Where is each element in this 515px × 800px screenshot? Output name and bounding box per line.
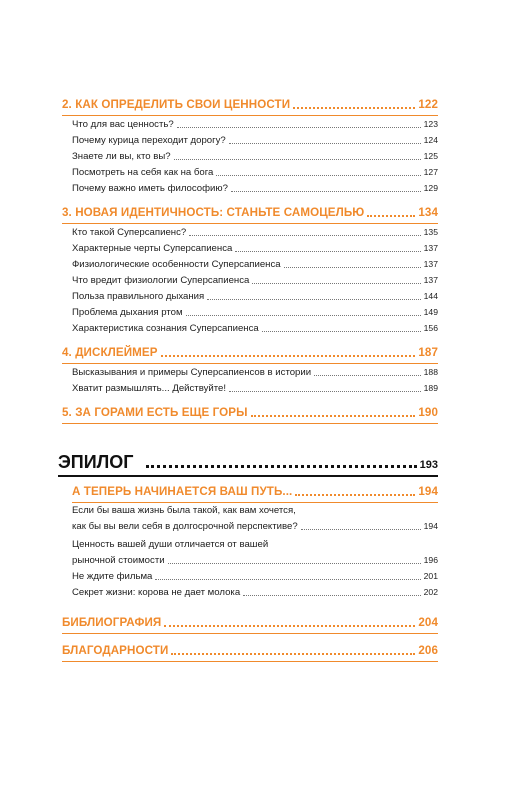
page-number: 194 xyxy=(418,484,438,498)
dot-leader xyxy=(251,415,416,417)
toc-chapter-3 xyxy=(62,204,438,221)
item-title: Не ждите фильма xyxy=(72,570,153,582)
toc-chapter-4 xyxy=(62,344,438,361)
bibliography-title: БИБЛИОГРАФИЯ xyxy=(62,615,162,629)
dot-leader xyxy=(186,315,421,316)
acknowledgements-title: БЛАГОДАРНОСТИ xyxy=(62,643,169,657)
dot-leader xyxy=(207,299,420,300)
section-rule xyxy=(62,633,438,634)
dot-leader xyxy=(262,331,421,332)
dot-leader xyxy=(284,267,421,268)
epilogue-title: ЭПИЛОГ xyxy=(58,452,134,472)
item-title: Почему курица переходит дорогу? xyxy=(72,135,226,146)
section-rule xyxy=(72,502,438,503)
table-of-contents xyxy=(58,96,438,662)
toc-item xyxy=(72,518,438,534)
page-number: 144 xyxy=(423,291,438,301)
item-title: Характеристика сознания Суперсапиенса xyxy=(72,323,259,334)
item-title: как бы вы вели себя в долгосрочной перспективе? xyxy=(72,520,298,532)
toc-item xyxy=(72,504,438,518)
page-number: 190 xyxy=(418,406,438,419)
page-number: 149 xyxy=(423,307,438,317)
page-number: 123 xyxy=(423,119,438,129)
page-number: 127 xyxy=(423,167,438,177)
toc-item xyxy=(72,584,438,600)
page-number: 193 xyxy=(419,459,438,471)
page-number: 137 xyxy=(423,259,438,269)
toc-item xyxy=(72,180,438,196)
item-title: Польза правильного дыхания xyxy=(72,291,205,302)
section-rule xyxy=(62,661,438,662)
page-number: 196 xyxy=(423,554,438,565)
toc-item xyxy=(72,256,438,272)
toc-item xyxy=(72,364,438,380)
page-number: 156 xyxy=(423,323,438,333)
chapter-rule xyxy=(62,423,438,424)
toc-item xyxy=(72,538,438,552)
toc-item xyxy=(72,288,438,304)
toc-bibliography xyxy=(62,614,438,631)
page-number: 187 xyxy=(418,346,438,359)
epilogue-rule xyxy=(58,475,438,477)
toc-item xyxy=(72,552,438,568)
toc-epilogue-section xyxy=(62,483,438,500)
dot-leader xyxy=(243,595,421,596)
toc-item xyxy=(72,240,438,256)
dot-leader xyxy=(252,283,420,284)
page-number: 129 xyxy=(423,183,438,193)
page-number: 137 xyxy=(423,243,438,253)
item-title: Хватит размышлять... Действуйте! xyxy=(72,383,227,394)
toc-item xyxy=(72,164,438,180)
item-title: Почему важно иметь философию? xyxy=(72,183,228,194)
dot-leader xyxy=(295,494,415,496)
dot-leader xyxy=(174,159,421,160)
page-number: 204 xyxy=(418,615,438,629)
toc-item xyxy=(72,132,438,148)
page-number: 202 xyxy=(423,586,438,597)
toc-item xyxy=(72,380,438,396)
item-title: рыночной стоимости xyxy=(72,554,165,566)
toc-item xyxy=(72,272,438,288)
dot-leader xyxy=(231,191,421,192)
chapter-title: 2. КАК ОПРЕДЕЛИТЬ СВОИ ЦЕННОСТИ xyxy=(62,98,291,111)
chapter-title: 3. НОВАЯ ИДЕНТИЧНОСТЬ: СТАНЬТЕ САМОЦЕЛЬЮ xyxy=(62,206,365,219)
dot-leader xyxy=(314,375,421,376)
dot-leader xyxy=(229,391,421,392)
page-number: 189 xyxy=(423,383,438,393)
page-number: 194 xyxy=(423,520,438,531)
dot-leader xyxy=(161,355,416,357)
dot-leader xyxy=(293,107,415,109)
toc-item xyxy=(72,116,438,132)
page-number: 201 xyxy=(423,570,438,581)
item-title: Секрет жизни: корова не дает молока xyxy=(72,586,241,598)
toc-epilogue xyxy=(58,450,438,474)
toc-item xyxy=(72,320,438,336)
dot-leader xyxy=(168,563,421,564)
dot-leader xyxy=(189,235,420,236)
page-number: 206 xyxy=(418,643,438,657)
toc-item xyxy=(72,568,438,584)
dot-leader xyxy=(171,653,415,655)
toc-item xyxy=(72,224,438,240)
chapter-title: 4. ДИСКЛЕЙМЕР xyxy=(62,346,158,359)
page-number: 124 xyxy=(423,135,438,145)
item-title: Ценность вашей души отличается от вашей xyxy=(72,538,269,550)
chapter-title: 5. ЗА ГОРАМИ ЕСТЬ ЕЩЕ ГОРЫ xyxy=(62,406,248,419)
section-title: А ТЕПЕРЬ НАЧИНАЕТСЯ ВАШ ПУТЬ... xyxy=(72,484,293,498)
dot-leader xyxy=(177,127,421,128)
dot-leader xyxy=(216,175,420,176)
item-title: Кто такой Суперсапиенс? xyxy=(72,227,187,238)
item-title: Физиологические особенности Суперсапиенса xyxy=(72,259,281,270)
item-title: Знаете ли вы, кто вы? xyxy=(72,151,171,162)
item-title: Характерные черты Суперсапиенса xyxy=(72,243,233,254)
dot-leader xyxy=(164,625,415,627)
dot-leader xyxy=(146,465,417,468)
page-number: 188 xyxy=(423,367,438,377)
dot-leader xyxy=(155,579,420,580)
page-number: 134 xyxy=(418,206,438,219)
toc-acknowledgements xyxy=(62,642,438,659)
toc-item xyxy=(72,148,438,164)
toc-chapter-2 xyxy=(62,96,438,113)
page-number: 137 xyxy=(423,275,438,285)
item-title: Посмотреть на себя как на бога xyxy=(72,167,214,178)
dot-leader xyxy=(367,215,415,217)
toc-item xyxy=(72,304,438,320)
item-title: Если бы ваша жизнь была такой, как вам хочется, xyxy=(72,504,296,516)
page-number: 122 xyxy=(418,98,438,111)
item-title: Высказывания и примеры Суперсапиенсов в истории xyxy=(72,367,312,378)
item-title: Что вредит физиологии Суперсапиенса xyxy=(72,275,250,286)
dot-leader xyxy=(235,251,420,252)
spacer xyxy=(62,600,438,608)
dot-leader xyxy=(229,143,421,144)
page-number: 125 xyxy=(423,151,438,161)
dot-leader xyxy=(301,529,421,530)
page-number: 135 xyxy=(423,227,438,237)
item-title: Что для вас ценность? xyxy=(72,119,174,130)
toc-chapter-5 xyxy=(62,404,438,421)
item-title: Проблема дыхания ртом xyxy=(72,307,183,318)
